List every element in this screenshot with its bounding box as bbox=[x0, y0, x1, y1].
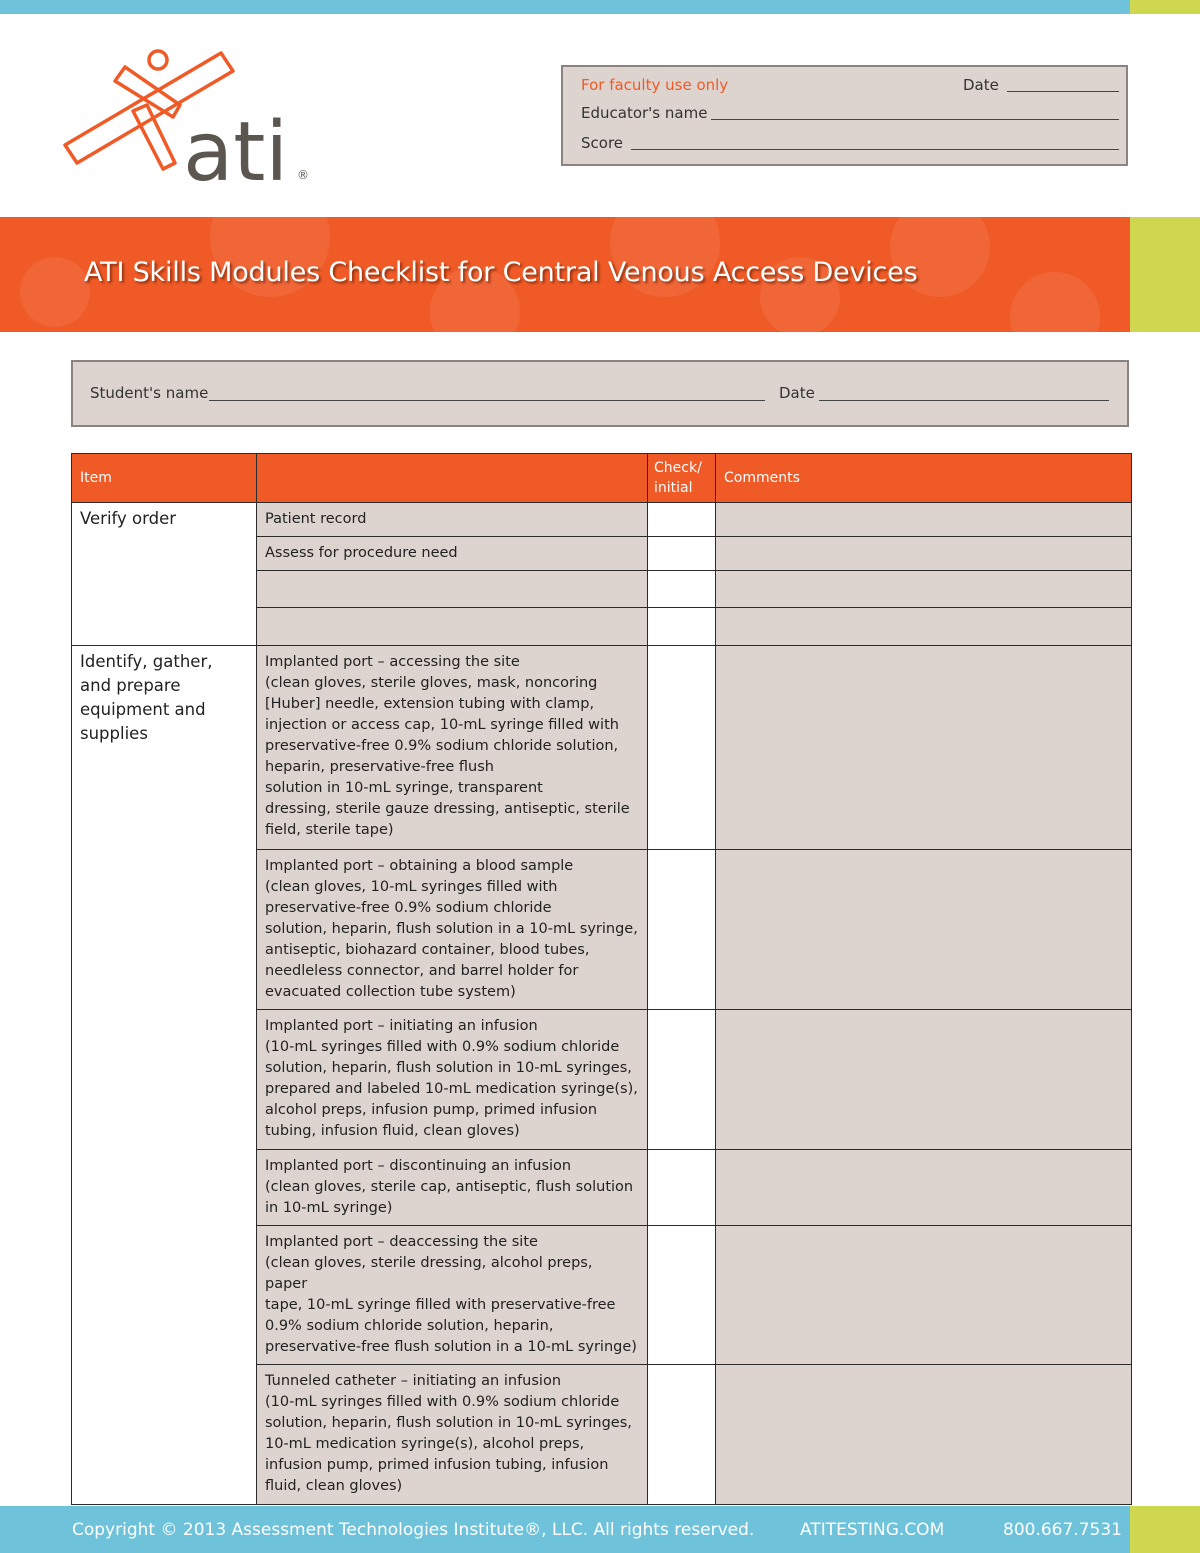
student-info-box bbox=[71, 360, 1129, 427]
comments-cell[interactable] bbox=[716, 646, 1132, 850]
item-label: Verify order bbox=[72, 503, 257, 646]
check-initial-cell[interactable] bbox=[648, 537, 716, 571]
check-initial-cell[interactable] bbox=[648, 608, 716, 646]
check-initial-cell[interactable] bbox=[648, 503, 716, 537]
comments-cell[interactable] bbox=[716, 608, 1132, 646]
phone-number: 800.667.7531 bbox=[1003, 1520, 1122, 1540]
faculty-date-field[interactable] bbox=[1007, 91, 1119, 92]
website-link[interactable]: ATITESTING.COM bbox=[800, 1520, 945, 1540]
check-initial-cell[interactable] bbox=[648, 1010, 716, 1150]
table-row bbox=[72, 503, 1132, 537]
step-description: Implanted port – obtaining a blood sample (clean gloves, 10-mL syringes filled with preservative-free 0.9% sodium chloride solution, heparin, flush solution in a 10-mL syringe, antiseptic, biohazard container, blood tubes, needleless connector, and barrel holder for evacuated collection tube system) bbox=[257, 850, 648, 1010]
step-description: Tunneled catheter – initiating an infusion (10-mL syringes filled with 0.9% sodium chloride solution, heparin, flush solution in 10-mL syringes, 10-mL medication syringe(s), alcohol preps, infusion pump, primed infusion tubing, infusion fluid, clean gloves) bbox=[257, 1365, 648, 1505]
ati-figure-icon bbox=[55, 45, 315, 190]
comments-cell[interactable] bbox=[716, 503, 1132, 537]
student-date-label: Date bbox=[779, 384, 815, 402]
item-label: Identify, gather, and prepare equipment and supplies bbox=[72, 646, 257, 1505]
comments-cell[interactable] bbox=[716, 1010, 1132, 1150]
checklist-table bbox=[71, 453, 1132, 1505]
score-field[interactable] bbox=[631, 149, 1119, 150]
check-initial-cell[interactable] bbox=[648, 646, 716, 850]
top-color-bar bbox=[0, 0, 1130, 14]
header-check: Check/ initial bbox=[648, 454, 716, 503]
ati-logo bbox=[55, 45, 315, 190]
copyright-text: Copyright © 2013 Assessment Technologies Institute®, LLC. All rights reserved. bbox=[72, 1520, 755, 1540]
check-initial-cell[interactable] bbox=[648, 1226, 716, 1365]
title-banner bbox=[0, 217, 1130, 332]
header-item: Item bbox=[72, 454, 257, 503]
header-comments: Comments bbox=[716, 454, 1132, 503]
step-description: Assess for procedure need bbox=[257, 537, 648, 571]
faculty-use-box bbox=[561, 65, 1128, 166]
comments-cell[interactable] bbox=[716, 537, 1132, 571]
student-name-field[interactable] bbox=[209, 400, 765, 401]
banner-decoration bbox=[1010, 272, 1100, 332]
comments-cell[interactable] bbox=[716, 1150, 1132, 1226]
footer-bar bbox=[0, 1506, 1130, 1553]
educator-name-label: Educator's name bbox=[581, 104, 708, 122]
check-initial-cell[interactable] bbox=[648, 1150, 716, 1226]
comments-cell[interactable] bbox=[716, 1226, 1132, 1365]
comments-cell[interactable] bbox=[716, 1365, 1132, 1505]
step-description bbox=[257, 608, 648, 646]
table-row bbox=[72, 646, 1132, 850]
page-title: ATI Skills Modules Checklist for Central Venous Access Devices bbox=[84, 257, 918, 288]
table-header-row bbox=[72, 454, 1132, 503]
top-accent-bar bbox=[1130, 0, 1200, 14]
faculty-date-label: Date bbox=[963, 76, 999, 94]
checklist-body bbox=[72, 503, 1132, 1505]
registered-mark: ® bbox=[297, 168, 309, 182]
step-description: Implanted port – initiating an infusion (10-mL syringes filled with 0.9% sodium chloride solution, heparin, flush solution in 10-mL syringes, prepared and labeled 10-mL medication syringe(s), alcohol preps, infusion pump, primed infusion tubing, infusion fluid, clean gloves) bbox=[257, 1010, 648, 1150]
comments-cell[interactable] bbox=[716, 850, 1132, 1010]
student-name-label: Student's name bbox=[90, 384, 209, 402]
step-description: Implanted port – discontinuing an infusion (clean gloves, sterile cap, antiseptic, flush solution in 10-mL syringe) bbox=[257, 1150, 648, 1226]
step-description: Patient record bbox=[257, 503, 648, 537]
step-description bbox=[257, 571, 648, 608]
faculty-heading: For faculty use only bbox=[581, 76, 729, 94]
check-initial-cell[interactable] bbox=[648, 571, 716, 608]
score-label: Score bbox=[581, 134, 624, 152]
step-description: Implanted port – deaccessing the site (clean gloves, sterile dressing, alcohol preps, paper tape, 10-mL syringe filled with preservative-free 0.9% sodium chloride solution, heparin, preservative-free flush solution in a 10-mL syringe) bbox=[257, 1226, 648, 1365]
comments-cell[interactable] bbox=[716, 571, 1132, 608]
header-step bbox=[257, 454, 648, 503]
banner-accent bbox=[1130, 217, 1200, 332]
banner-decoration bbox=[20, 257, 90, 327]
footer-accent bbox=[1130, 1506, 1200, 1553]
educator-name-field[interactable] bbox=[711, 119, 1119, 120]
check-initial-cell[interactable] bbox=[648, 1365, 716, 1505]
student-date-field[interactable] bbox=[819, 400, 1109, 401]
step-description: Implanted port – accessing the site (clean gloves, sterile gloves, mask, noncoring [Huber] needle, extension tubing with clamp, injection or access cap, 10-mL syringe filled with preservative-free 0.9% sodium chloride solution, heparin, preservative-free flush solution in 10-mL syringe, transparent dressing, sterile gauze dressing, antiseptic, sterile field, sterile tape) bbox=[257, 646, 648, 850]
check-initial-cell[interactable] bbox=[648, 850, 716, 1010]
logo-wordmark: ati bbox=[183, 105, 289, 190]
